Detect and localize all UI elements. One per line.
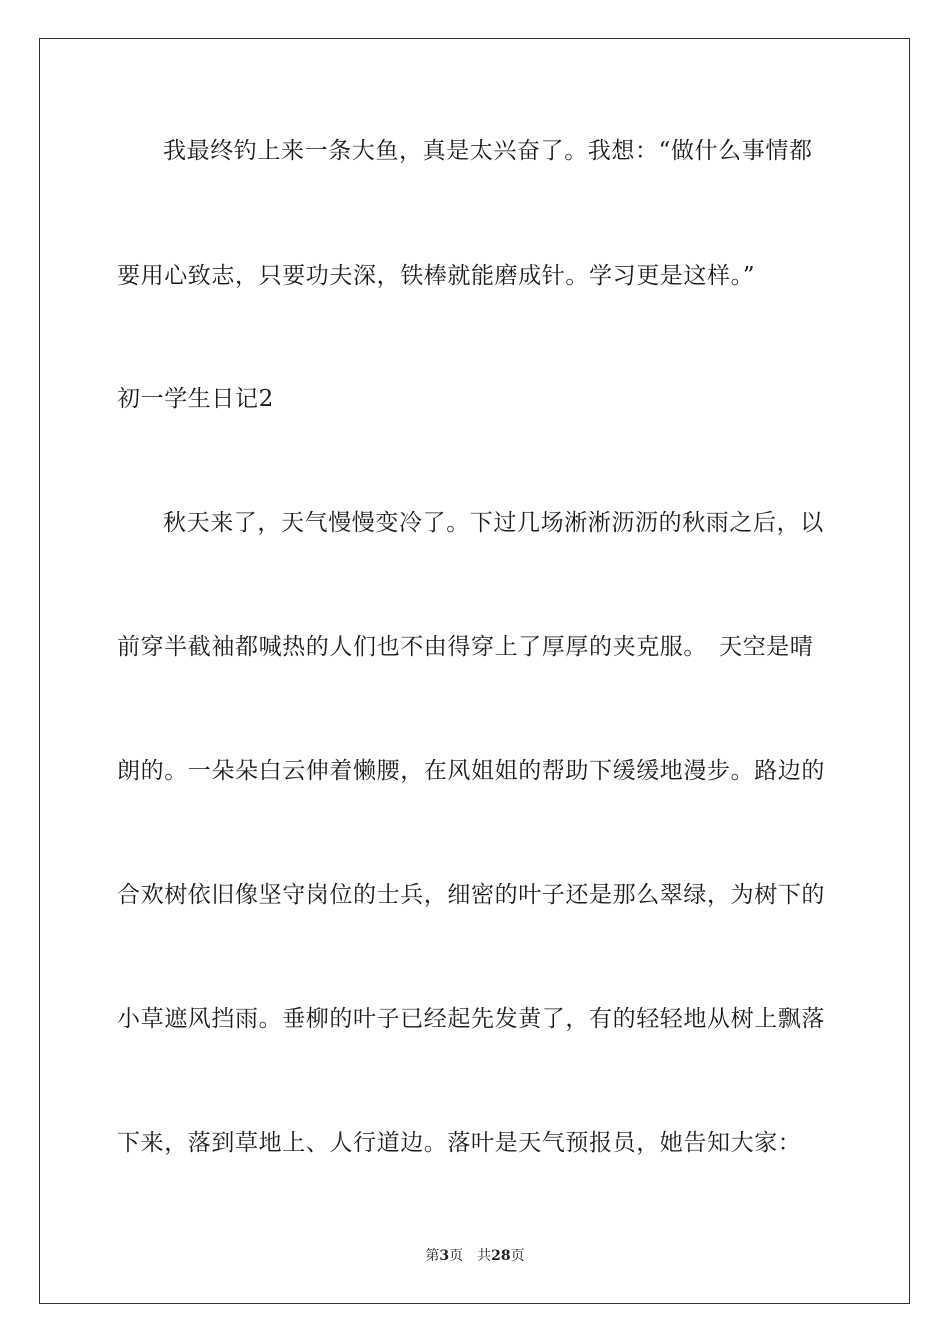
text-line-7: 小草遮风挡雨。垂柳的叶子已经起先发黄了，有的轻轻地从树上飘落 [117, 1006, 825, 1032]
footer-total-suffix: 页 [510, 1248, 525, 1264]
text-line-1: 我最终钓上来一条大鱼，真是太兴奋了。我想：“做什么事情都 [163, 138, 813, 164]
footer-page-number: 3 [439, 1248, 450, 1264]
page-footer [0, 1246, 950, 1266]
text-line-8: 下来，落到草地上、人行道边。落叶是天气预报员，她告知大家： [117, 1130, 802, 1156]
text-line-3: 秋天来了，天气慢慢变冷了。下过几场淅淅沥沥的秋雨之后，以 [163, 510, 824, 536]
footer-total-prefix: 共 [477, 1248, 492, 1264]
text-line-4: 前穿半截袖都喊热的人们也不由得穿上了厚厚的夹克服。 天空是晴 [117, 634, 814, 660]
footer-total-pages: 28 [491, 1248, 511, 1264]
section-heading: 初一学生日记2 [117, 386, 274, 412]
text-line-5: 朗的。一朵朵白云伸着懒腰，在风姐姐的帮助下缓缓地漫步。路边的 [117, 758, 825, 784]
text-line-6: 合欢树依旧像坚守岗位的士兵，细密的叶子还是那么翠绿，为树下的 [117, 882, 825, 908]
footer-page-suffix: 页 [449, 1248, 464, 1264]
page-border [39, 38, 910, 1304]
text-line-2: 要用心致志，只要功夫深，铁棒就能磨成针。学习更是这样。” [117, 263, 756, 289]
footer-page-prefix: 第 [425, 1248, 440, 1264]
